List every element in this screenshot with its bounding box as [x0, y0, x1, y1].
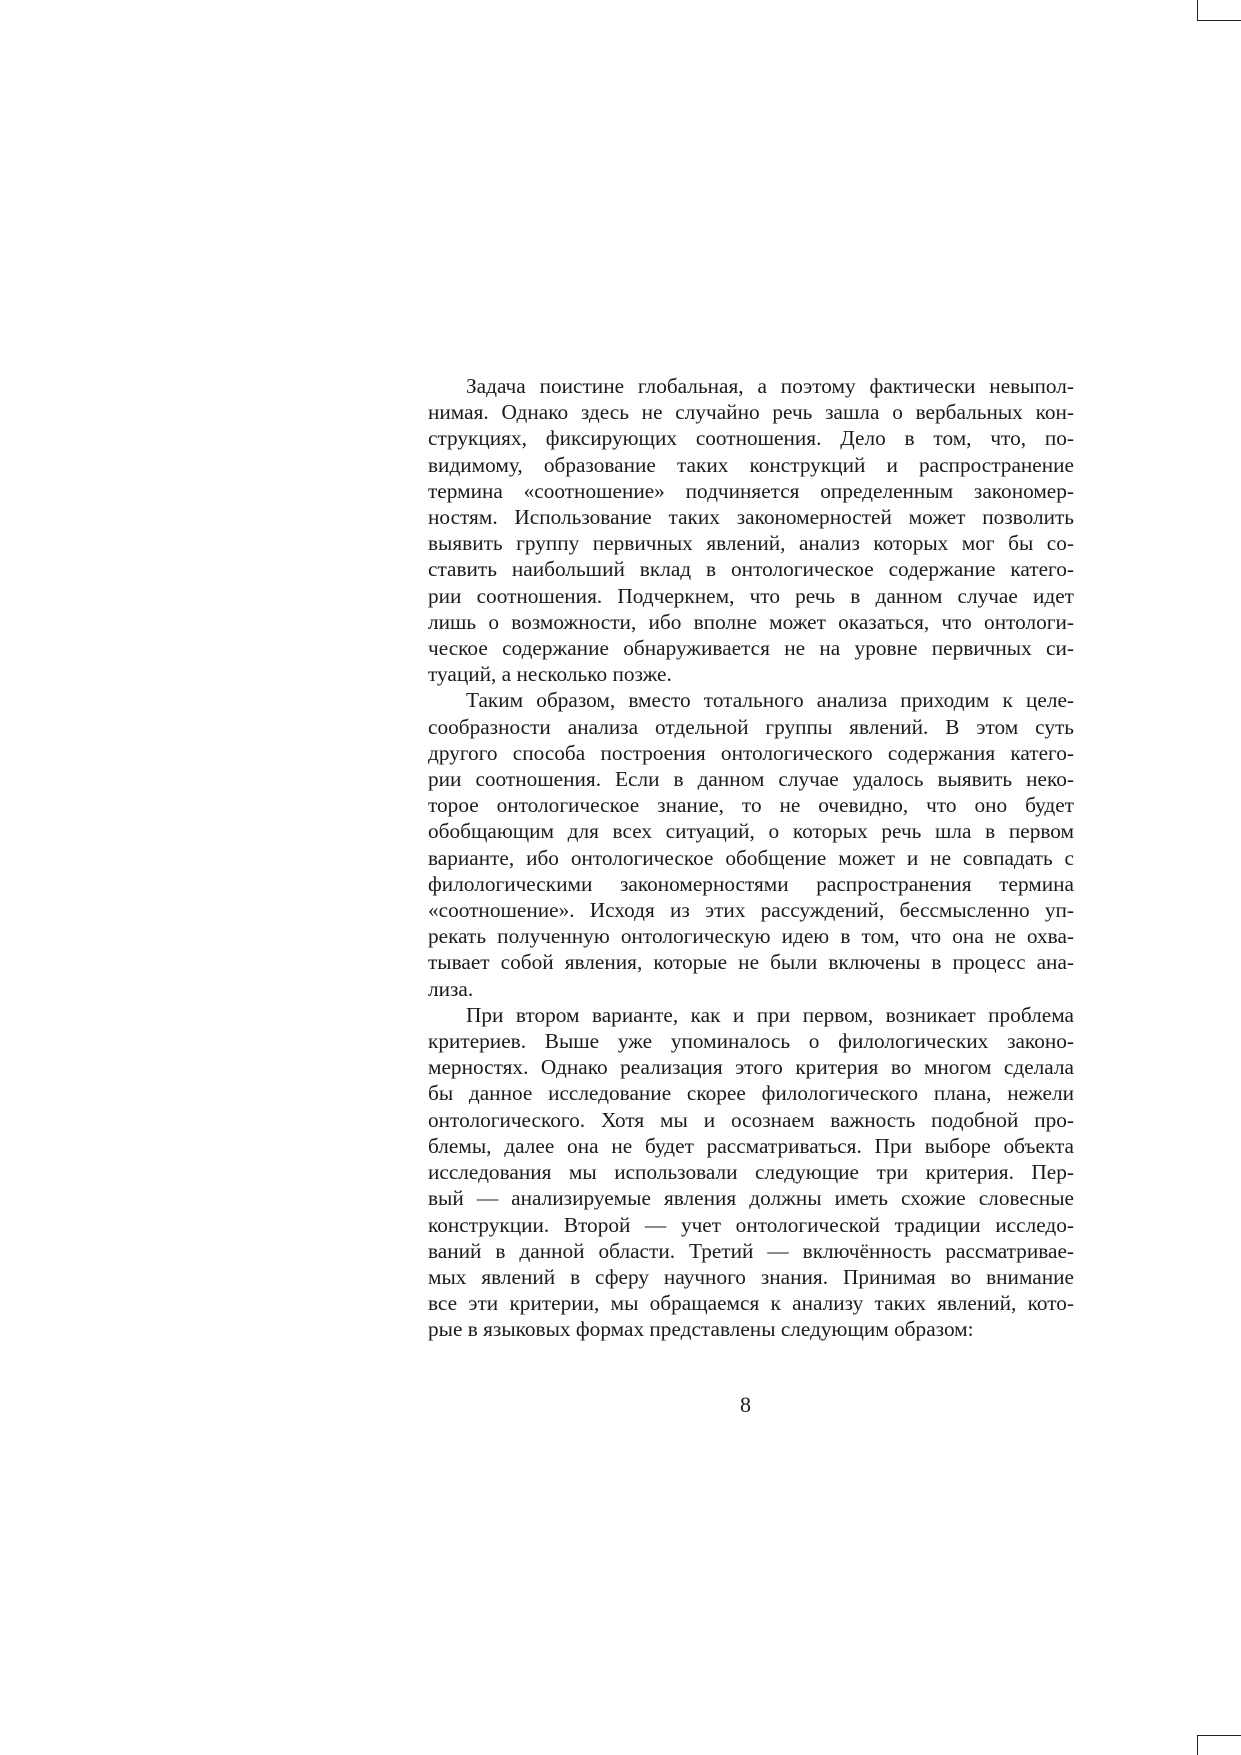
text-line: торое онтологическое знание, то не очевидно, что оно будет	[428, 793, 1074, 818]
text-line: конструкции. Второй — учет онтологической традиции исследо-	[428, 1212, 1074, 1237]
paragraph-3	[428, 1002, 1074, 1343]
text-line: рии соотношения. Если в данном случае удалось выявить неко-	[428, 767, 1074, 792]
text-line: филологическими закономерностями распространения термина	[428, 871, 1074, 896]
text-line: сообразности анализа отдельной группы явлений. В этом суть	[428, 714, 1074, 739]
text-line: исследования мы использовали следующие три критерия. Пер-	[428, 1160, 1074, 1185]
text-line: тывает собой явления, которые не были включены в процесс ана-	[428, 950, 1074, 975]
crop-mark-top-horizontal	[1197, 20, 1241, 21]
text-line: При втором варианте, как и при первом, возникает проблема	[466, 1002, 1074, 1027]
text-line: Таким образом, вместо тотального анализа приходим к целе-	[466, 688, 1074, 713]
text-line: «соотношение». Исходя из этих рассуждений, бессмысленно уп-	[428, 898, 1074, 923]
text-line: другого способа построения онтологического содержания катего-	[428, 740, 1074, 765]
text-line: критериев. Выше уже упоминалось о филологических законо-	[428, 1029, 1074, 1054]
crop-mark-bottom-horizontal	[1197, 1735, 1241, 1736]
text-line: мых явлений в сферу научного знания. Принимая во внимание	[428, 1264, 1074, 1289]
text-line: обобщающим для всех ситуаций, о которых речь шла в первом	[428, 819, 1074, 844]
paragraph-2	[428, 687, 1074, 1001]
text-line: рекать полученную онтологическую идею в том, что она не охва-	[428, 924, 1074, 949]
text-line: рые в языковых формах представлены следующим образом:	[428, 1317, 974, 1342]
text-line: рии соотношения. Подчеркнем, что речь в данном случае идет	[428, 583, 1074, 608]
paragraph-1	[428, 373, 1074, 687]
crop-mark-bottom-vertical	[1197, 1735, 1198, 1755]
text-line: ческое содержание обнаруживается не на уровне первичных си-	[428, 636, 1074, 661]
text-line: туаций, а несколько позже.	[428, 662, 672, 687]
text-line: онтологического. Хотя мы и осознаем важность подобной про-	[428, 1107, 1074, 1132]
body-text	[428, 373, 1074, 1343]
crop-mark-top-vertical	[1197, 0, 1198, 20]
text-line: ставить наибольший вклад в онтологическое содержание катего-	[428, 557, 1074, 582]
text-line: вый — анализируемые явления должны иметь схожие словесные	[428, 1186, 1074, 1211]
text-line: ваний в данной области. Третий — включённость рассматривае-	[428, 1238, 1074, 1263]
text-line: ностям. Использование таких закономерностей может позволить	[428, 505, 1074, 530]
text-line: лиза.	[428, 976, 474, 1001]
text-line: термина «соотношение» подчиняется определенным закономер-	[428, 478, 1074, 503]
text-line: выявить группу первичных явлений, анализ которых мог бы со-	[428, 531, 1074, 556]
text-line: блемы, далее она не будет рассматриваться. При выборе объекта	[428, 1133, 1074, 1158]
page-number: 8	[740, 1392, 751, 1417]
text-line: нимая. Однако здесь не случайно речь зашла о вербальных кон-	[428, 400, 1074, 425]
text-line: мерностях. Однако реализация этого критерия во многом сделала	[428, 1055, 1074, 1080]
text-line: варианте, ибо онтологическое обобщение может и не совпадать с	[428, 845, 1074, 870]
text-line: лишь о возможности, ибо вполне может оказаться, что онтологи-	[428, 609, 1074, 634]
text-line: бы данное исследование скорее филологического плана, нежели	[428, 1081, 1074, 1106]
text-line: видимому, образование таких конструкций и распространение	[428, 452, 1074, 477]
text-line: струкциях, фиксирующих соотношения. Дело в том, что, по-	[428, 426, 1074, 451]
text-line: все эти критерии, мы обращаемся к анализу таких явлений, кото-	[428, 1291, 1074, 1316]
text-line: Задача поистине глобальная, а поэтому фактически невыпол-	[466, 374, 1074, 398]
